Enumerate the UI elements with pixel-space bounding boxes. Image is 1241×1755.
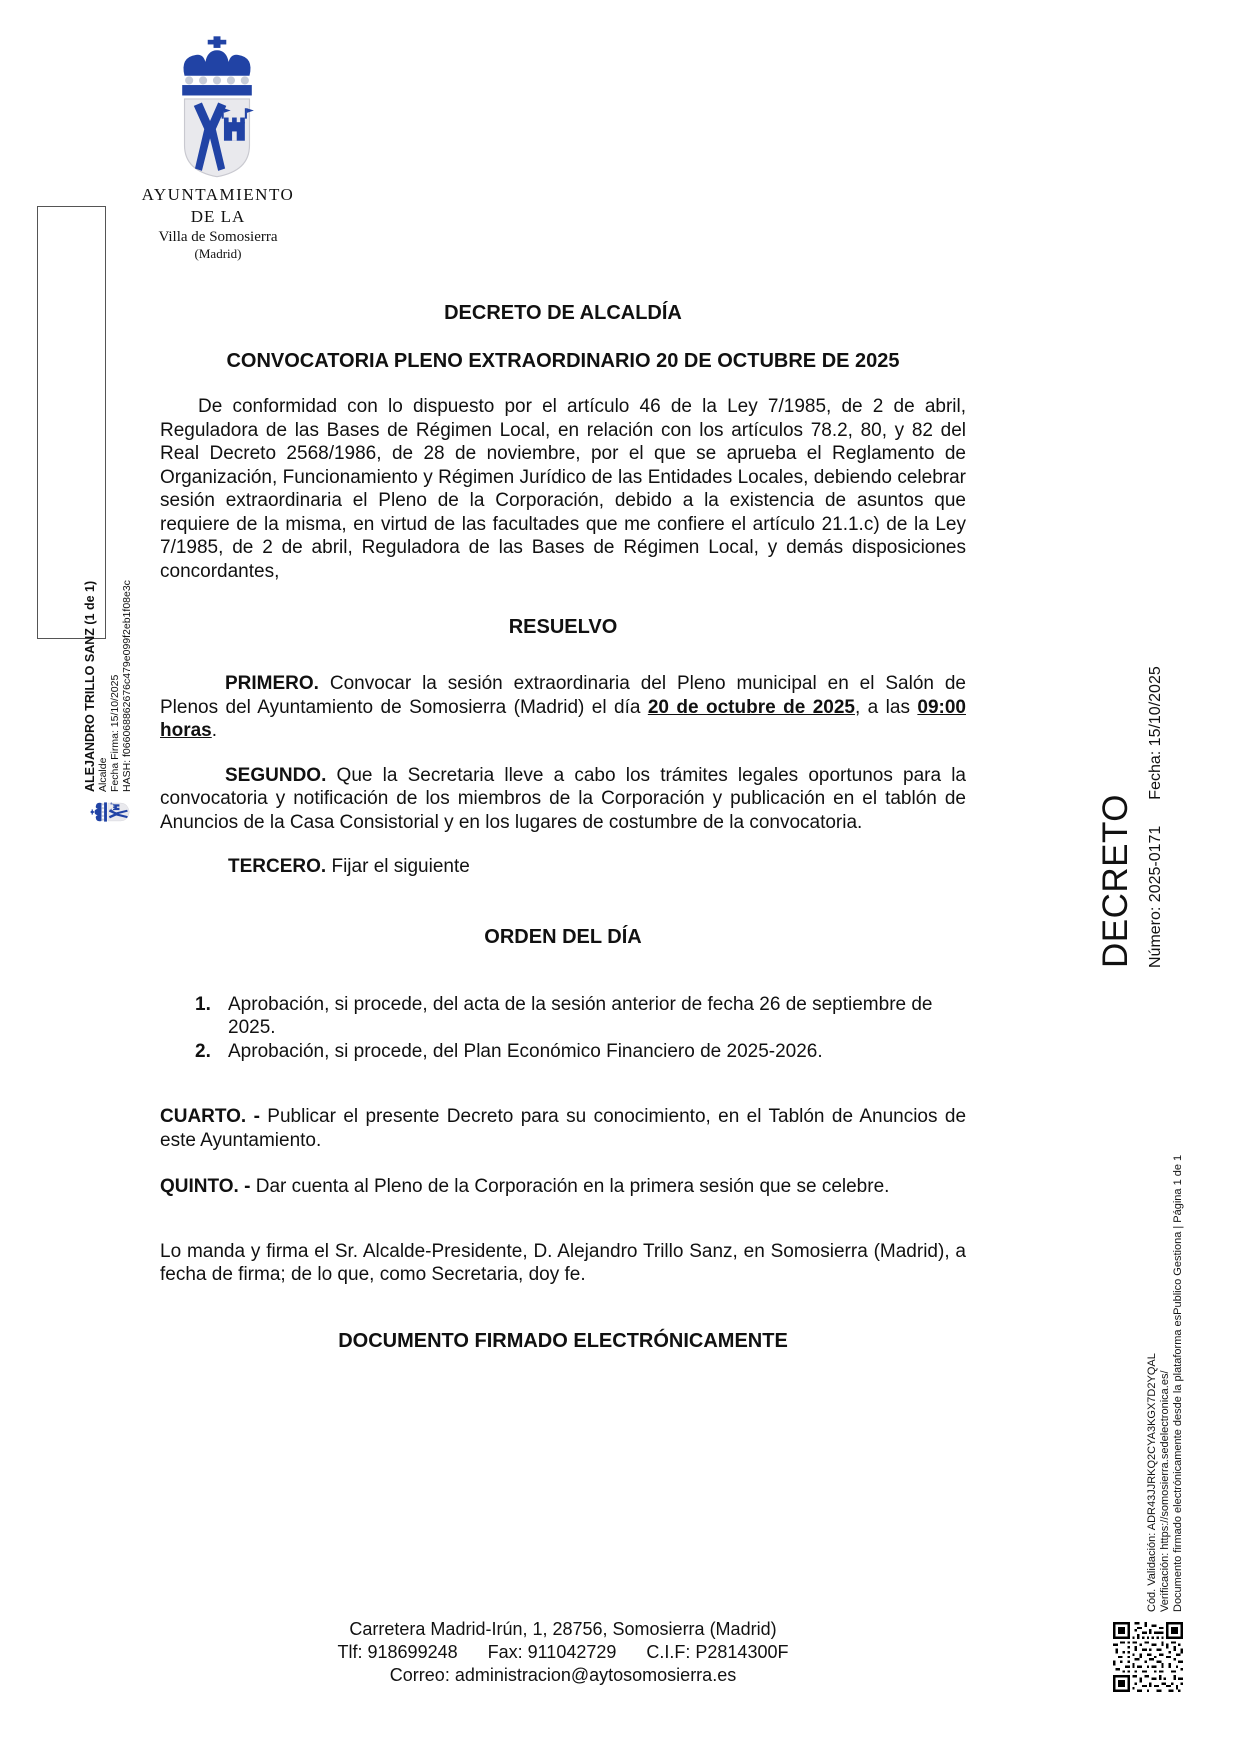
doc-type-vertical: DECRETO xyxy=(1096,794,1135,968)
quinto-text: Dar cuenta al Pleno de la Corporación en la primera sesión que se celebre. xyxy=(250,1176,890,1197)
segundo-text: Que la Secretaria lleve a cabo los trámites legales oportunos para la convocatoria y notificación de los miembros de la Corporación y publicación en el tablón de Anuncios de la Casa Consistorial y en los lugares de costumbre de la convocatoria. xyxy=(160,764,966,833)
primero-date: 20 de octubre de 2025 xyxy=(647,696,855,718)
org-line-4: (Madrid) xyxy=(194,246,242,261)
agenda-item-text: Aprobación, si procede, del Plan Económico Financiero de 2025-2026. xyxy=(228,1040,823,1062)
cuarto-text: Publicar el presente Decreto para su conocimiento, en el Tablón de Anuncios de este Ayuntamiento. xyxy=(160,1106,967,1151)
tercero-label: TERCERO. xyxy=(228,856,327,877)
org-line-1: AYUNTAMIENTO xyxy=(141,185,295,204)
signed-heading: DOCUMENTO FIRMADO ELECTRÓNICAMENTE xyxy=(338,1329,788,1352)
signer-role: Alcalde xyxy=(97,757,109,792)
agenda-item-number: 1. xyxy=(195,993,211,1015)
validation-url: Verificación: https://somosierra.sedelectronica.es/ xyxy=(1159,1370,1171,1612)
footer-fax: Fax: 911042729 xyxy=(487,1641,617,1662)
primero-text-3: . xyxy=(211,720,218,741)
footer xyxy=(160,1618,966,1687)
footer-contact xyxy=(160,1641,966,1664)
signature-hash: HASH: f066068862676c479e099f2eb1f08e3c xyxy=(121,580,133,792)
orden-heading: ORDEN DEL DÍA xyxy=(484,925,642,948)
agenda-item xyxy=(195,1040,966,1064)
document-subtitle: CONVOCATORIA PLENO EXTRAORDINARIO 20 DE OCTUBRE DE 2025 xyxy=(226,350,900,372)
agenda-item xyxy=(195,993,966,1040)
tercero-text: Fijar el siguiente xyxy=(326,856,470,877)
coat-of-arms-small-icon xyxy=(90,790,130,834)
resuelvo-heading: RESUELVO xyxy=(508,616,618,638)
org-line-2: DE LA xyxy=(190,207,246,226)
primero-label: PRIMERO. xyxy=(225,673,319,694)
tercero-paragraph xyxy=(160,855,966,879)
quinto-paragraph xyxy=(160,1175,966,1199)
signature-date: Fecha Firma: 15/10/2025 xyxy=(109,674,121,792)
signature-stamp-text xyxy=(84,492,136,792)
signature-stamp-box xyxy=(37,206,133,792)
segundo-paragraph xyxy=(160,764,966,835)
validation-platform: Documento firmado electrónicamente desde la plataforma esPublico Gestiona | Página 1 de 1 xyxy=(1172,1154,1184,1612)
primero-time: 09:00 horas xyxy=(160,696,966,741)
agenda-list xyxy=(160,993,966,1064)
org-line-3: Villa de Somosierra xyxy=(158,229,278,245)
cuarto-label: CUARTO. - xyxy=(160,1106,260,1127)
cuarto-paragraph xyxy=(160,1105,966,1152)
document-title: DECRETO DE ALCALDÍA xyxy=(444,302,682,324)
primero-text-1: Convocar la sesión extraordinaria del Pleno municipal en el Salón de Plenos del Ayuntamiento de Somosierra (Madrid) el día xyxy=(160,673,966,718)
document-body xyxy=(160,0,966,1687)
footer-phone: Tlf: 918699248 xyxy=(337,1641,458,1662)
doc-meta-vertical xyxy=(1146,636,1166,968)
agenda-item-number: 2. xyxy=(195,1040,211,1062)
primero-text-2: , a las xyxy=(854,696,918,718)
quinto-label: QUINTO. - xyxy=(160,1176,251,1197)
intro-paragraph: De conformidad con lo dispuesto por el artículo 46 de la Ley 7/1985, de 2 de abril, Reguladora de las Bases de Régimen Local, en relación con los artículos 78.2, 80, y 82 del Real Decreto 2568/1986, de 28 de noviembre, por el que se aprueba el Reglamento de Organización, Funcionamiento y Régimen Jurídico de las Entidades Locales, debiendo celebrar sesión extraordinaria el Pleno de la Corporación, debido a la existencia de asuntos que requiere de la misma, en virtud de las facultades que me confiere el artículo 21.1.c) de la Ley 7/1985, de 2 de abril, Reguladora de las Bases de Régimen Local, y demás disposiciones concordantes, xyxy=(160,396,966,582)
closing-paragraph: Lo manda y firma el Sr. Alcalde-Presidente, D. Alejandro Trillo Sanz, en Somosierra (Madrid), a fecha de firma; de lo que, como Secretaria, doy fe. xyxy=(160,1240,966,1285)
doc-date: Fecha: 15/10/2025 xyxy=(1147,666,1164,800)
footer-address: Carretera Madrid-Irún, 1, 28756, Somosierra (Madrid) xyxy=(349,1618,777,1639)
segundo-label: SEGUNDO. xyxy=(225,764,327,786)
footer-cif: C.I.F: P2814300F xyxy=(646,1641,789,1662)
agenda-item-text: Aprobación, si procede, del acta de la sesión anterior de fecha 26 de septiembre de 2025. xyxy=(228,993,933,1038)
doc-number: Número: 2025-0171 xyxy=(1147,825,1164,968)
validation-text-vertical xyxy=(1146,932,1186,1612)
footer-email: Correo: administracion@aytosomosierra.es xyxy=(389,1664,737,1685)
validation-code: Cód. Validación: ADR43JJRKQ2CYA3KGX7D2YQAL xyxy=(1146,1353,1158,1612)
qr-code xyxy=(1113,1622,1183,1692)
primero-paragraph xyxy=(160,672,966,743)
signer-name: ALEJANDRO TRILLO SANZ (1 de 1) xyxy=(83,580,97,792)
